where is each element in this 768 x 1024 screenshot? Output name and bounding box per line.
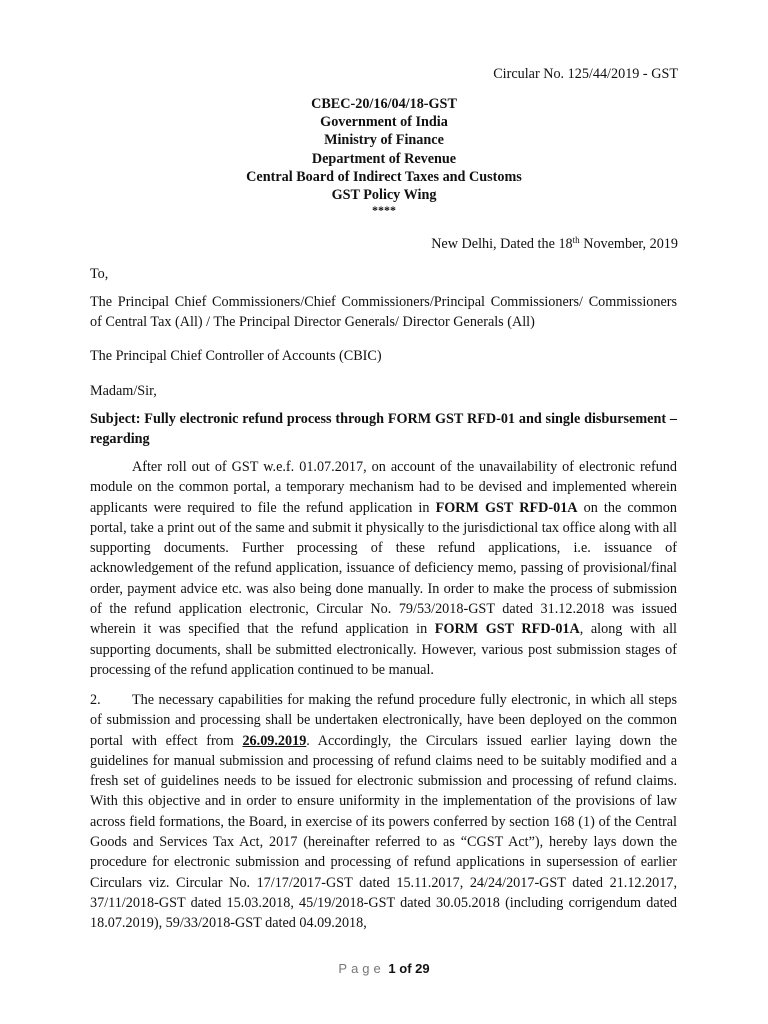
wing-line: GST Policy Wing [331, 187, 437, 204]
paragraph-2 [90, 690, 677, 934]
para2-text-2: . Accordingly, the Circulars issued earlier laying down the guidelines for manual submission and processing of refund claims need to be suitably modified and a fresh set of guidelines needs to be issued for electronic submission and processing of refund claims. With this objective and in order to ensure uniformity in the implementation of the provisions of law across field formations, the Board, in exercise of its powers conferred by section 168 (1) of the Central Goods and Services Tax Act, 2017 (hereinafter referred to as “CGST Act”), hereby lays down the procedure for electronic submission and processing of refund applications in supersession of earlier Circulars viz. Circular No. 17/17/2017-GST dated 15.11.2017, 24/24/2017-GST dated 21.12.2017, 37/11/2018-GST dated 15.03.2018, 45/19/2018-GST dated 30.05.2018 (including corrigendum dated 18.07.2019), 59/33/2018-GST dated 04.09.2018, [90, 732, 678, 932]
date-superscript: th [572, 235, 580, 245]
page-footer [0, 961, 768, 976]
para1-bold-form-1: FORM GST RFD-01A [435, 499, 578, 516]
government-line: Government of India [320, 114, 448, 131]
date-line [431, 236, 678, 253]
para1-text-3: , along with all supporting documents, shall be submitted electronically. However, various post submission stages of processing of the refund application continued to be manual. [90, 621, 677, 678]
addressees: The Principal Chief Commissioners/Chief Commissioners/Principal Commissioners/ Commissioners of Central Tax (All) / The Principal Director Generals/ Director Generals (All) [90, 294, 677, 331]
board-line: Central Board of Indirect Taxes and Customs [246, 168, 522, 185]
para1-text-2: on the common portal, take a print out of the same and submit it physically to the jurisdictional tax office along with all supporting documents. Further processing of these refund applications, i.e. issuance of acknowledgement of the refund application, issuance of deficiency memo, passing of provisional/final order, payment advice etc. was also being done manually. In order to make the process of submission of the refund application electronic, Circular No. 79/53/2018-GST dated 31.12.2018 was issued wherein it was specified that the refund application in [90, 499, 677, 638]
department-line: Department of Revenue [311, 150, 457, 167]
para2-number: 2. [90, 692, 101, 708]
to-line: To, [90, 266, 109, 282]
salutation: Madam/Sir, [90, 383, 157, 399]
page-number: 1 of 29 [388, 961, 430, 976]
page-label: Page [338, 961, 385, 976]
file-number: CBEC-20/16/04/18-GST [311, 96, 457, 112]
letterhead [0, 95, 768, 216]
cca-addressee: The Principal Chief Controller of Accounts (CBIC) [90, 348, 382, 364]
date-suffix: November, 2019 [579, 236, 678, 252]
circular-number: Circular No. 125/44/2019 - GST [493, 66, 678, 82]
para1-text-1: After roll out of GST w.e.f. 01.07.2017, on account of the unavailability of electronic refund module on the common portal, a temporary mechanism had to be devised and implemented wherein applicants were required to file the refund application in [90, 459, 677, 516]
paragraph-1 [90, 457, 677, 680]
para1-bold-form-2: FORM GST RFD-01A [434, 621, 580, 638]
para2-text-1: The necessary capabilities for making the refund procedure fully electronic, in which all steps of submission and processing shall be undertaken electronically, have been deployed on the common portal with effect from [90, 692, 677, 749]
para2-effective-date: 26.09.2019 [242, 732, 307, 749]
separator-stars: **** [372, 203, 396, 218]
date-prefix: New Delhi, Dated the 18 [431, 236, 573, 252]
subject-line: Subject: Fully electronic refund process through FORM GST RFD-01 and single disbursement – regarding [90, 411, 677, 448]
ministry-line: Ministry of Finance [324, 132, 444, 149]
